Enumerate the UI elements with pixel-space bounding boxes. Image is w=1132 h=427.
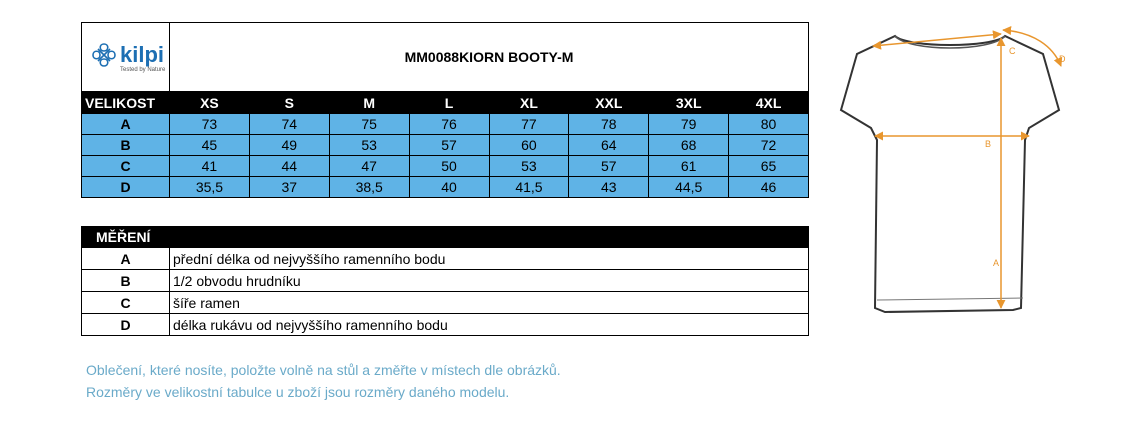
size-value-cell: 41,5 — [489, 177, 569, 198]
measurement-description: 1/2 obvodu hrudníku — [170, 270, 809, 292]
size-value-cell: 60 — [489, 135, 569, 156]
size-table-header — [82, 23, 809, 92]
size-value-cell: 68 — [649, 135, 729, 156]
size-value-cell: 61 — [649, 156, 729, 177]
size-header-s: S — [249, 92, 329, 114]
size-row-a — [82, 114, 809, 135]
size-value-cell: 43 — [569, 177, 649, 198]
size-value-cell: 37 — [249, 177, 329, 198]
size-value-cell: 57 — [409, 135, 489, 156]
size-value-cell: 40 — [409, 177, 489, 198]
size-value-cell: 49 — [249, 135, 329, 156]
size-value-cell: 53 — [489, 156, 569, 177]
size-value-cell: 53 — [329, 135, 409, 156]
tshirt-outline — [841, 36, 1059, 312]
measurement-table — [81, 226, 809, 336]
measurement-row-b — [82, 270, 809, 292]
size-value-cell: 44,5 — [649, 177, 729, 198]
size-row-c — [82, 156, 809, 177]
measurement-row-d — [82, 314, 809, 336]
measurement-header-row — [82, 227, 809, 248]
kilpi-logo — [82, 41, 169, 73]
measurement-description: šíře ramen — [170, 292, 809, 314]
size-value-cell: 35,5 — [170, 177, 250, 198]
label-c: C — [1009, 46, 1016, 56]
size-value-cell: 64 — [569, 135, 649, 156]
measurement-row-c — [82, 292, 809, 314]
logo-wordmark: kilpi — [120, 42, 165, 67]
measurement-row-a — [82, 248, 809, 270]
size-header-xxl: XXL — [569, 92, 649, 114]
size-header-4xl: 4XL — [729, 92, 809, 114]
size-value-cell: 41 — [170, 156, 250, 177]
size-header-m: M — [329, 92, 409, 114]
size-value-cell: 80 — [729, 114, 809, 135]
tshirt-diagram — [833, 18, 1073, 318]
size-table — [81, 22, 809, 198]
size-header-xl: XL — [489, 92, 569, 114]
size-value-cell: 38,5 — [329, 177, 409, 198]
size-row-label: D — [82, 177, 170, 198]
logo-tagline: Tested by Nature — [120, 67, 166, 73]
label-d: D — [1059, 54, 1066, 64]
measurement-description: přední délka od nejvyššího ramenního bodu — [170, 248, 809, 270]
size-value-cell: 46 — [729, 177, 809, 198]
product-title: MM0088KIORN BOOTY-M — [170, 23, 809, 92]
size-row-label: C — [82, 156, 170, 177]
size-value-cell: 76 — [409, 114, 489, 135]
size-value-cell: 73 — [170, 114, 250, 135]
size-value-cell: 57 — [569, 156, 649, 177]
size-value-cell: 44 — [249, 156, 329, 177]
measurement-header: MĚŘENÍ — [82, 227, 809, 248]
size-row-b — [82, 135, 809, 156]
measurement-label: B — [82, 270, 170, 292]
measurement-label: A — [82, 248, 170, 270]
size-row-label: B — [82, 135, 170, 156]
size-header-l: L — [409, 92, 489, 114]
note-line-2: Rozměry ve velikostní tabulce u zboží jsou rozměry daného modelu. — [86, 384, 510, 400]
size-value-cell: 77 — [489, 114, 569, 135]
measurement-label: C — [82, 292, 170, 314]
measurement-label: D — [82, 314, 170, 336]
size-row-label: A — [82, 114, 170, 135]
size-value-cell: 50 — [409, 156, 489, 177]
size-value-cell: 78 — [569, 114, 649, 135]
size-value-cell: 45 — [170, 135, 250, 156]
size-header-3xl: 3XL — [649, 92, 729, 114]
size-value-cell: 47 — [329, 156, 409, 177]
label-a: A — [993, 258, 1000, 268]
size-header-xs: XS — [170, 92, 250, 114]
note-line-1: Oblečení, které nosíte, položte volně na stůl a změřte v místech dle obrázků. — [86, 362, 561, 378]
size-value-cell: 72 — [729, 135, 809, 156]
kilpi-knot-icon — [90, 41, 118, 69]
size-value-cell: 75 — [329, 114, 409, 135]
size-row-d — [82, 177, 809, 198]
size-value-cell: 65 — [729, 156, 809, 177]
size-header-label: VELIKOST — [82, 92, 170, 114]
size-value-cell: 79 — [649, 114, 729, 135]
logo-cell — [82, 23, 170, 92]
measurement-description: délka rukávu od nejvyššího ramenního bodu — [170, 314, 809, 336]
size-value-cell: 74 — [249, 114, 329, 135]
sizes-header-row — [82, 92, 809, 114]
label-b: B — [985, 139, 992, 149]
